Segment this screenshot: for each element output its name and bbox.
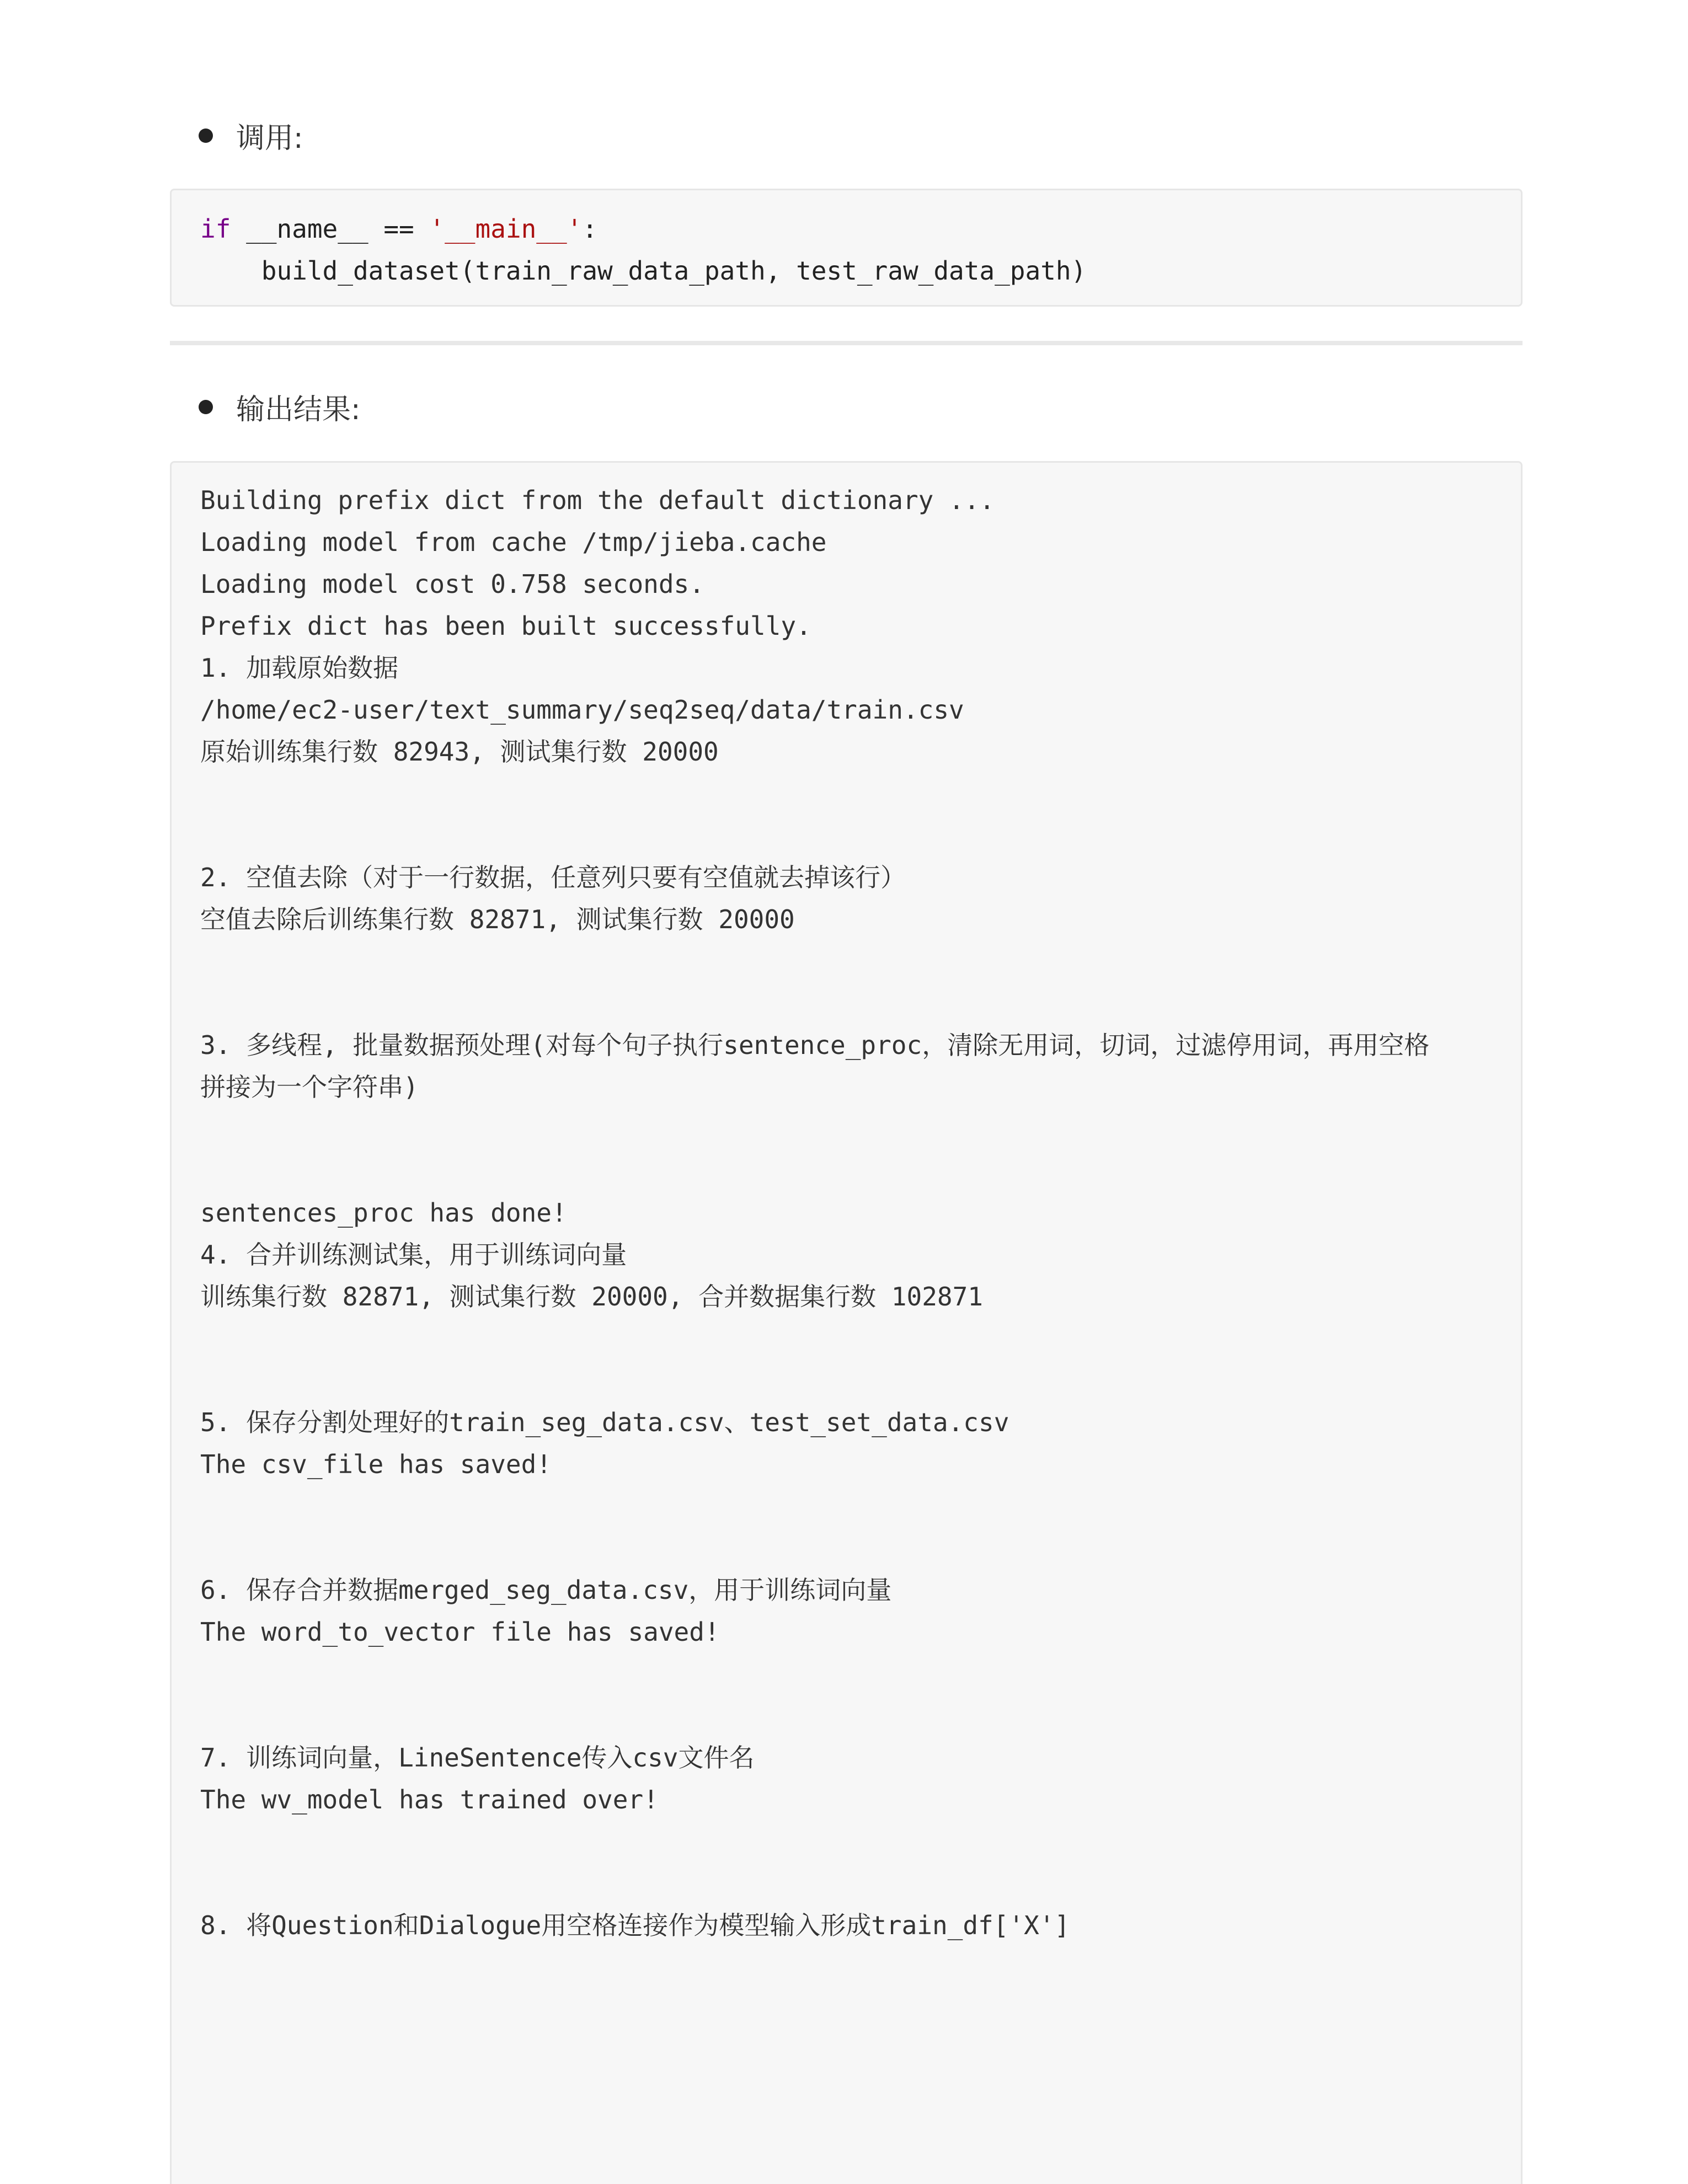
output-line: 拼接为一个字符串) [200,1072,419,1102]
output-line: The csv_file has saved! [200,1449,552,1479]
output-line: 6. 保存合并数据merged_seg_data.csv，用于训练词向量 [200,1575,892,1605]
code-colon: : [582,214,598,244]
output-line: 3. 多线程, 批量数据预处理(对每个句子执行sentence_proc，清除无用词，切词，过滤停用词，再用空格 [200,1030,1430,1060]
output-line: 1. 加载原始数据 [200,653,399,683]
output-code-block [170,461,1523,2184]
output-line: 7. 训练词向量，LineSentence传入csv文件名 [200,1743,755,1773]
code-keyword-if: if [200,214,231,244]
bullet-call-label: 调用: [236,122,303,155]
output-line: Building prefix dict from the default dictionary ... [200,485,995,515]
output-line: Loading model from cache /tmp/jieba.cache [200,527,827,557]
code-name-compare: __name__ == [231,214,430,244]
output-line: Loading model cost 0.758 seconds. [200,569,704,599]
output-line: 训练集行数 82871, 测试集行数 20000, 合并数据集行数 102871 [200,1282,983,1312]
output-line: 4. 合并训练测试集，用于训练词向量 [200,1240,627,1270]
bullet-dot-icon [199,400,213,414]
code-string-main: '__main__' [429,214,583,244]
call-code-block [170,189,1523,307]
output-line: 2. 空值去除（对于一行数据，任意列只要有空值就去掉该行） [200,863,906,892]
output-line: sentences_proc has done! [200,1198,567,1228]
horizontal-divider [170,341,1523,345]
bullet-output-label: 输出结果: [236,393,361,426]
code-line-if [200,208,597,250]
output-line: 空值去除后训练集行数 82871, 测试集行数 20000 [200,904,795,934]
output-line: The word_to_vector file has saved! [200,1617,720,1647]
output-line: Prefix dict has been built successfully. [200,611,811,641]
output-line: /home/ec2-user/text_summary/seq2seq/data/train.csv [200,695,964,725]
output-line: The wv_model has trained over! [200,1785,659,1814]
bullet-output [199,386,361,427]
bullet-dot-icon [199,129,213,143]
output-line: 8. 将Question和Dialogue用空格连接作为模型输入形成train_df['X'] [200,1910,1070,1940]
output-line: 原始训练集行数 82943, 测试集行数 20000 [200,737,719,767]
bullet-call [199,115,303,156]
code-line-build-dataset: build_dataset(train_raw_data_path, test_raw_data_path) [200,256,1087,286]
output-line: 5. 保存分割处理好的train_seg_data.csv、test_set_data.csv [200,1407,1009,1437]
